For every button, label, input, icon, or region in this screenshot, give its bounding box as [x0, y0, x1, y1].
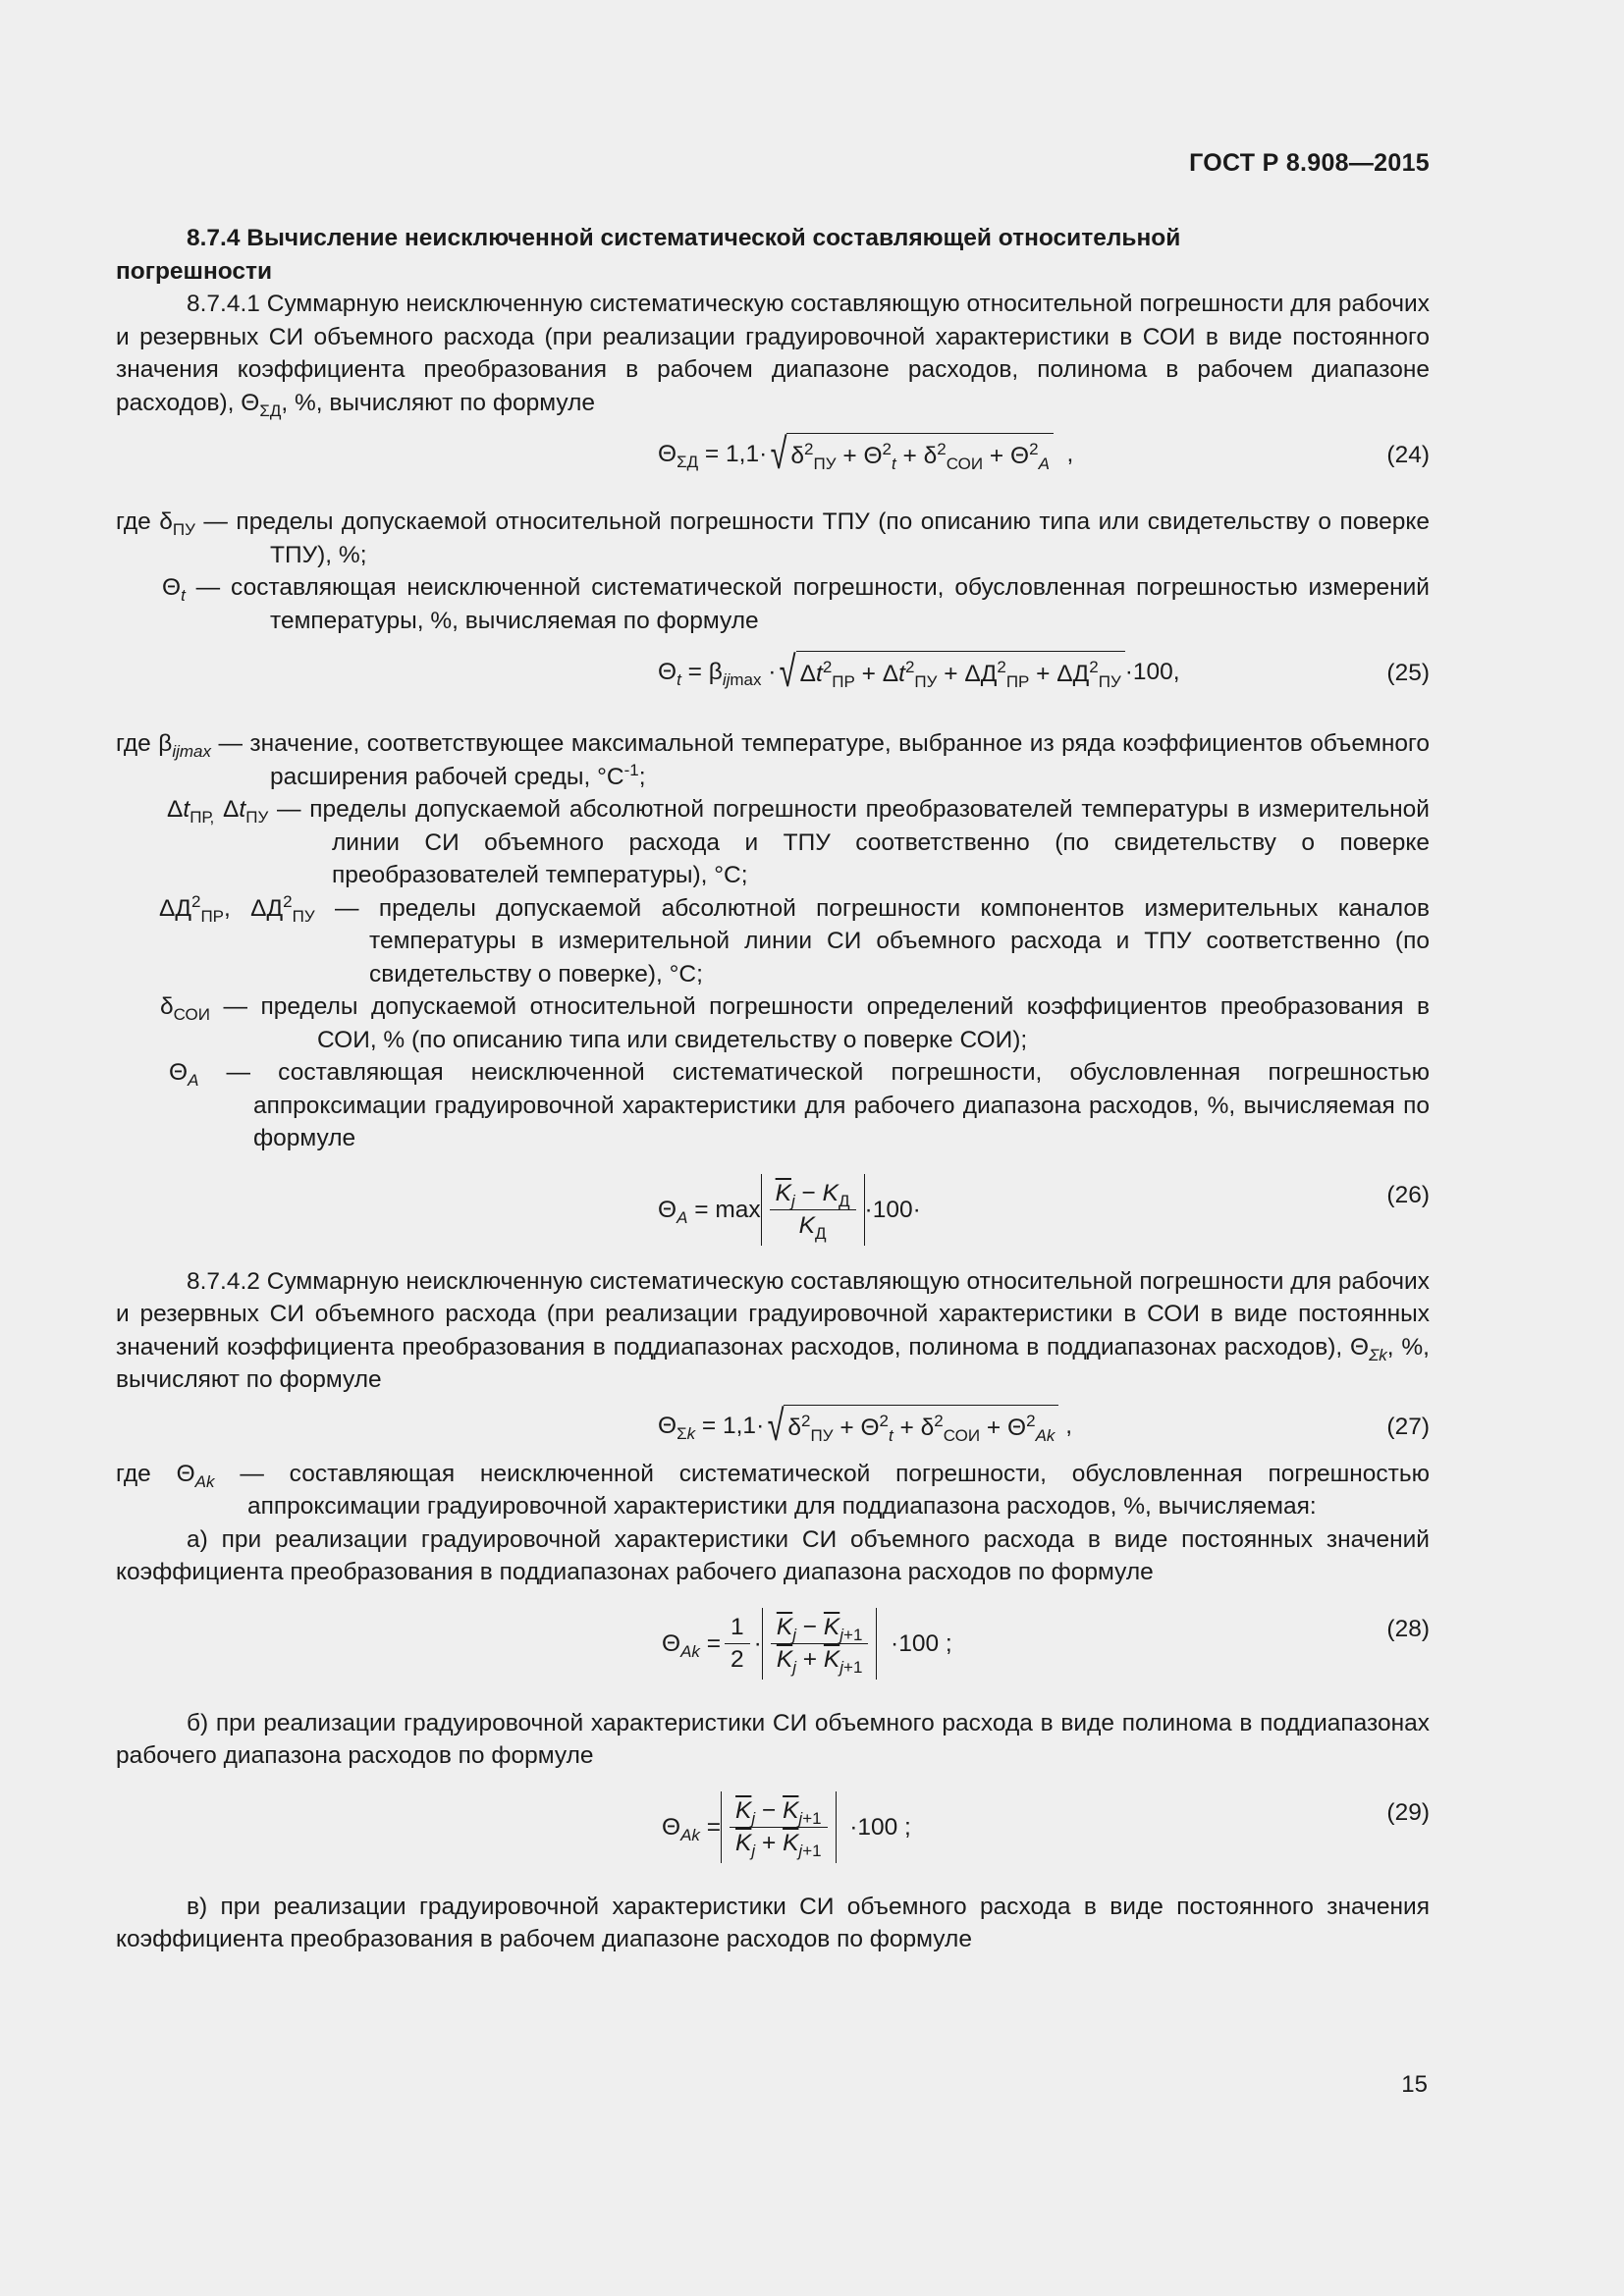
equation-28: [116, 1599, 1430, 1689]
definition-beta: [116, 727, 1430, 793]
def-label: где β: [116, 730, 173, 757]
def-text: — составляющая неисключенной систематической погрешности, обусловленная погрешностью аппроксимации градуировочной характеристики для поддиапазона расходов, %, вычисляемая:: [214, 1460, 1430, 1520]
abs-bars: [721, 1791, 837, 1863]
definition-theta-t: $\Theta_t$ — составляющая неисключенной систематической погрешности, обусловленная погрешностью измерений температуры, %, вычисляемая по формуле: [162, 574, 1430, 634]
def-text: — составляющая неисключенной систематической погрешности, обусловленная погрешностью измерений температуры, %, вычисляемая по формуле: [185, 574, 1430, 634]
half-denominator: 2: [731, 1646, 744, 1673]
definition-theta-a: $\Theta_A$ — составляющая неисключенной систематической погрешности, обусловленная погрешностью аппроксимации градуировочной характеристики для рабочего диапазона расходов, %, вычисляемая по формуле: [169, 1059, 1430, 1151]
equation-24-formula: $\Theta_{\Sigma Д} = 1,1\cdot$ √ $\delta^2_{ПУ} + \Theta^2_t + \delta^2_{СОИ} + \Theta^2_A$ ,: [658, 430, 1074, 478]
equation-26: [116, 1165, 1430, 1255]
p1-text: 8.7.4.1 Суммарную неисключенную систематическую составляющую относительной погрешности для рабочих и резервных СИ объемного расхода (при реализации градуировочной характеристики в СОИ в виде постоянного значения коэффициента преобразования в рабочем диапазоне расходов, полинома в рабочем диапазоне расходов), Θ: [116, 291, 1430, 416]
def-label-sub: ijmax: [172, 741, 211, 761]
definition-delta-soi: $\delta_{СОИ}$ — пределы допускаемой относительной погрешности определений коэффициентов преобразования в СОИ, % (по описанию типа или свидетельству о поверке СОИ);: [160, 993, 1430, 1053]
paragraph-8741: [116, 288, 1430, 419]
definition-delta-d: $\Delta Д^2_{ПР}$, $\Delta Д^2_{ПУ}$ — пределы допускаемой абсолютной погрешности компонентов измерительных каналов температуры в измерительной линии СИ объемного расхода и ТПУ соответственно (по свидетельству о поверке), °С;: [159, 891, 1430, 988]
equation-28-formula: $\Theta_{Ak}$ = $\frac{1}{2}$ · $\frac{\overline{K}_j - \overline{K}_{j+1}}{\overline{K}_j + \overline{K}_{j+1}}$ ·100 ;: [662, 1599, 952, 1689]
paragraph-b: б) при реализации градуировочной характеристики СИ объемного расхода в виде полинома в поддиапазонах рабочего диапазона расходов по формуле: [116, 1709, 1430, 1769]
def-label: где δ: [116, 508, 173, 535]
eq26-mult: ·100·: [864, 1196, 921, 1223]
def-end: ;: [638, 763, 646, 790]
definition-delta-t: $\Delta t_{ПР,}$ $\Delta t_{ПУ}$ — пределы допускаемой абсолютной погрешности преобразователей температуры в измерительной линии СИ объемного расхода и ТПУ соответственно (по свидетельству о поверке преобразователей температуры), °С;: [167, 796, 1430, 888]
equation-29-formula: $\Theta_{Ak}$ = $\frac{\overline{K}_j - \overline{K}_{j+1}}{\overline{K}_j + \overline{K}_{j+1}}$ ·100 ;: [662, 1783, 911, 1873]
p2-tail: , %, вычисляют по формуле: [116, 1333, 1430, 1393]
equation-number: (26): [1386, 1181, 1430, 1208]
eq27-coef: 1,1: [723, 1412, 757, 1439]
p2-subscript: Σk: [1369, 1345, 1387, 1364]
def-label-sub: СОИ: [173, 1004, 210, 1024]
document-code: ГОСТ Р 8.908—2015: [1189, 149, 1430, 177]
equation-26-formula: $\Theta_A = \max$ $\frac{\overline{K}_j - K_Д}{K_Д}$ ·100·: [658, 1165, 921, 1255]
equation-number: (29): [1386, 1798, 1430, 1826]
eq28-mult: ·100 ;: [891, 1629, 952, 1657]
half-numerator: 1: [725, 1612, 750, 1644]
abs-bars: [761, 1174, 865, 1246]
equation-29: [116, 1783, 1430, 1873]
sqrt-symbol: √ $\Delta t^2_{ПР} + \Delta t^2_{ПУ} + \Delta Д^2_{ПР} + \Delta Д^2_{ПУ}$: [776, 651, 1124, 694]
fraction-half: [725, 1612, 750, 1676]
def-text: — составляющая неисключенной систематической погрешности, обусловленная погрешностью аппроксимации градуировочной характеристики для рабочего диапазона расходов, %, вычисляемая по формуле: [198, 1059, 1430, 1151]
sqrt-symbol: √ $\delta^2_{ПУ} + \Theta^2_t + \delta^2_{СОИ} + \Theta^2_{Ak}$: [764, 1405, 1058, 1448]
fraction: $\frac{\overline{K}_j - K_Д}{K_Д}$: [770, 1178, 856, 1242]
def-sup: -1: [623, 760, 639, 779]
equation-27: [116, 1397, 1430, 1456]
p1-tail: , %, вычисляют по формуле: [281, 389, 595, 416]
def-label-sub: Ak: [194, 1471, 215, 1491]
eq29-mult: ·100 ;: [849, 1813, 911, 1841]
abs-bars: [762, 1608, 878, 1680]
def-text: — пределы допускаемой абсолютной погрешности преобразователей температуры в измерительной линии СИ объемного расхода и ТПУ соответственно (по свидетельству о поверке преобразователей температуры), °С;: [268, 796, 1430, 888]
definition-delta-pu: [116, 506, 1430, 571]
definition-theta-ak: [116, 1458, 1430, 1523]
equation-25: [116, 643, 1430, 702]
fraction: $\frac{\overline{K}_j - \overline{K}_{j+1}}{\overline{K}_j + \overline{K}_{j+1}}$: [771, 1612, 869, 1676]
eq25-mult: ·100,: [1124, 659, 1180, 686]
section-heading: [116, 222, 1430, 255]
equation-24: [116, 425, 1430, 484]
fraction: $\frac{\overline{K}_j - \overline{K}_{j+1}}{\overline{K}_j + \overline{K}_{j+1}}$: [730, 1795, 828, 1859]
paragraph-8742: [116, 1265, 1430, 1397]
document-body: [116, 222, 1430, 1956]
def-text: — пределы допускаемой абсолютной погрешности компонентов измерительных каналов температуры в измерительной линии СИ объемного расхода и ТПУ соответственно (по свидетельству о поверке), °С;: [314, 894, 1430, 988]
eq26-func: max: [715, 1196, 761, 1223]
p2-text: 8.7.4.2 Суммарную неисключенную систематическую составляющую относительной погрешности для рабочих и резервных СИ объемного расхода (при реализации градуировочной характеристики в СОИ в виде постоянных значений коэффициента преобразования в поддиапазонах расходов, полинома в поддиапазонах расходов), Θ: [116, 1267, 1430, 1361]
def-text: — пределы допускаемой относительной погрешности определений коэффициентов преобразования в СОИ, % (по описанию типа или свидетельству о поверке СОИ);: [210, 993, 1430, 1053]
section-heading-cont: погрешности: [116, 257, 273, 285]
equation-25-formula: $\Theta_t = \beta_{ijmax}$ · √ $\Delta t^2_{ПР} + \Delta t^2_{ПУ} + \Delta Д^2_{ПР} + \Delta Д^2_{ПУ}$ ·100,: [658, 648, 1180, 696]
eq24-coef: 1,1: [726, 441, 760, 468]
paragraph-a: а) при реализации градуировочной характеристики СИ объемного расхода в виде постоянных значений коэффициента преобразования в поддиапазонах рабочего диапазона расходов по формуле: [116, 1525, 1430, 1585]
p1-subscript: ΣД: [259, 400, 282, 420]
equation-number: (25): [1386, 660, 1430, 686]
page-number: 15: [1401, 2071, 1428, 2098]
section-heading-line1: 8.7.4 Вычисление неисключенной систематической составляющей относительной: [187, 225, 1181, 251]
sqrt-symbol: √ $\delta^2_{ПУ} + \Theta^2_t + \delta^2_{СОИ} + \Theta^2_A$: [767, 433, 1054, 476]
paragraph-c: в) при реализации градуировочной характеристики СИ объемного расхода в виде постоянного значения коэффициента преобразования в рабочем диапазоне расходов по формуле: [116, 1893, 1430, 1952]
def-text: — пределы допускаемой относительной погрешности ТПУ (по описанию типа или свидетельству о поверке ТПУ), %;: [194, 508, 1431, 568]
def-label-sub: ПУ: [172, 519, 195, 539]
equation-number: (28): [1386, 1615, 1430, 1642]
equation-27-formula: $\Theta_{\Sigma k} = 1,1\cdot$ √ $\delta^2_{ПУ} + \Theta^2_t + \delta^2_{СОИ} + \Theta^2_{Ak}$ ,: [658, 1401, 1073, 1450]
equation-number: (24): [1386, 442, 1430, 468]
def-label: где Θ: [116, 1460, 195, 1487]
def-text: — значение, соответствующее максимальной температуре, выбранное из ряда коэффициентов объемного расширения рабочей среды, °С: [210, 730, 1431, 790]
equation-number: (27): [1386, 1413, 1430, 1440]
